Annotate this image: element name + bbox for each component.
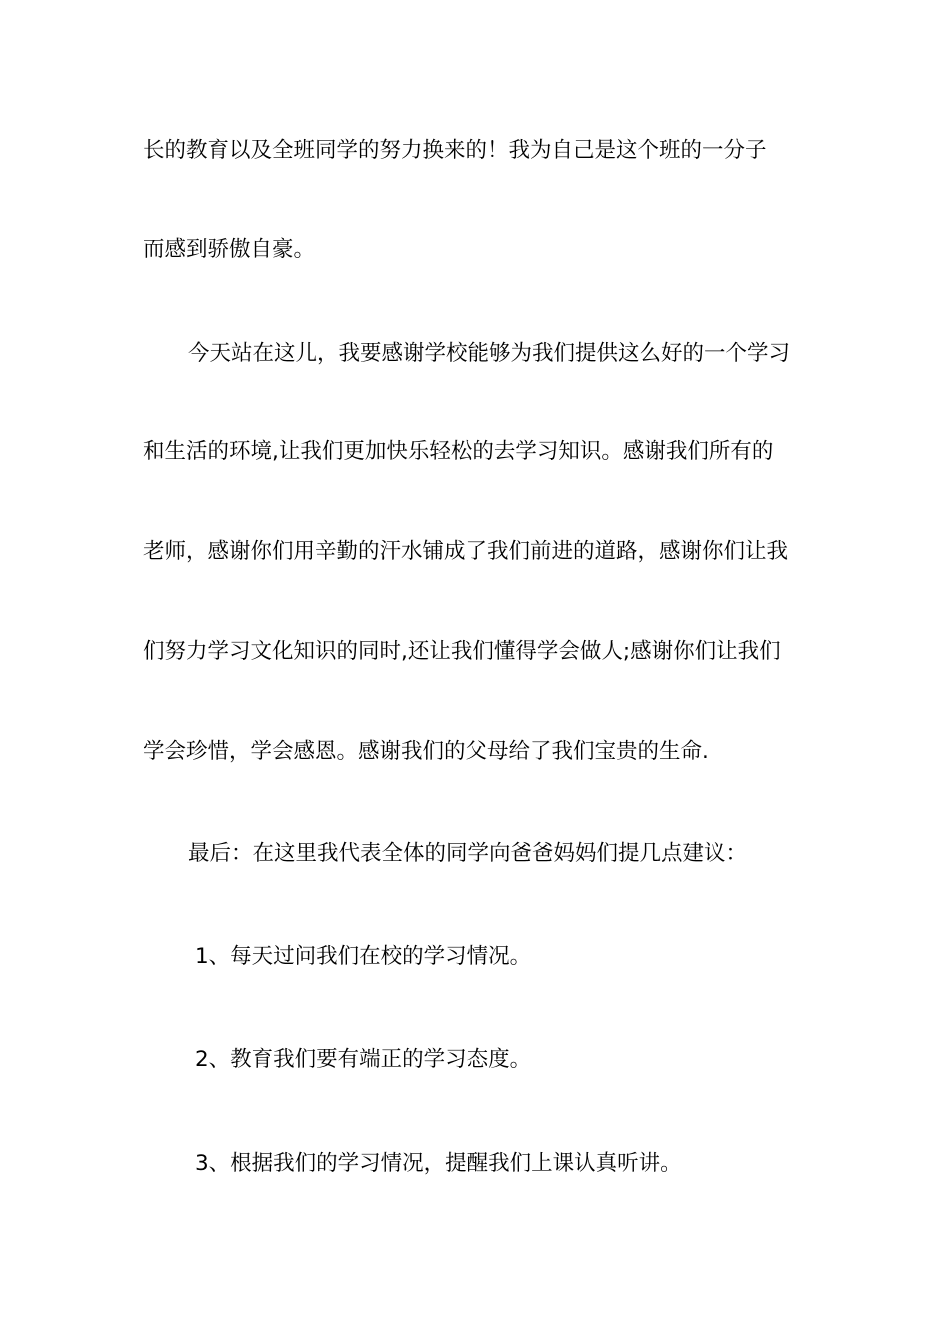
text-line-4: 和生活的环境,让我们更加快乐轻松的去学习知识。感谢我们所有的 [143, 439, 774, 464]
text-line-3: 今天站在这儿，我要感谢学校能够为我们提供这么好的一个学习 [188, 341, 791, 366]
text-line-8: 最后：在这里我代表全体的同学向爸爸妈妈们提几点建议： [188, 841, 748, 866]
list-item-2: 2、教育我们要有端正的学习态度。 [195, 1047, 532, 1072]
text-line-6: 们努力学习文化知识的同时,还让我们懂得学会做人;感谢你们让我们 [143, 639, 781, 664]
text-line-7: 学会珍惜，学会感恩。感谢我们的父母给了我们宝贵的生命. [143, 739, 709, 764]
list-item-3: 3、根据我们的学习情况，提醒我们上课认真听讲。 [195, 1151, 682, 1176]
list-item-1: 1、每天过问我们在校的学习情况。 [195, 944, 532, 969]
text-line-2: 而感到骄傲自豪。 [143, 237, 316, 262]
text-line-5: 老师，感谢你们用辛勤的汗水铺成了我们前进的道路，感谢你们让我 [143, 539, 789, 564]
text-line-1: 长的教育以及全班同学的努力换来的！我为自己是这个班的一分子 [143, 138, 767, 163]
